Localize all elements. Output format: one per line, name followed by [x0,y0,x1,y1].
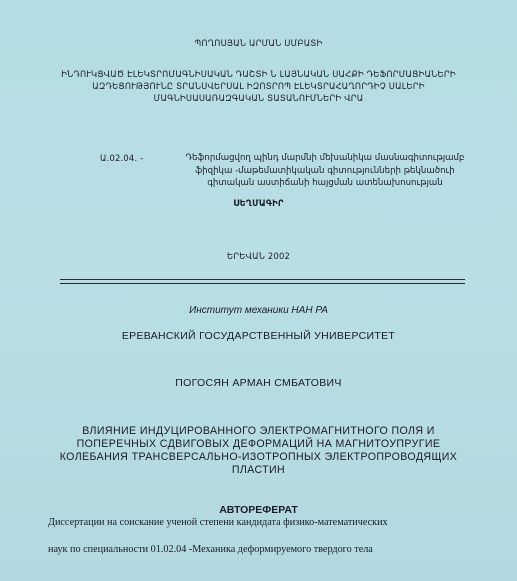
armenian-author-name: ՊՈՂՈՍՅԱՆ ԱՐՄԱՆ ՍՄԲԱՏԻ [194,38,323,48]
separator-rule-bottom [60,283,465,284]
russian-dissertation-line-2: наук по специальности 01.02.04 -Механика деформируемого твердого тела [48,544,373,555]
russian-title-line-4: ПЛАСТИН [231,464,286,476]
armenian-city-year: ԵՐԵՎԱՆ 2002 [226,251,291,261]
armenian-title-line-1: ԻՆԴՈՒԿՑՎԱԾ ԷԼԵԿՏՐՈՄԱԳՆԻՍԱԿԱՆ ԴԱՇՏԻ Ն ԼԱՅՆԱԿԱՆ ՍԱՀՔԻ ԴԵՖՈՐՄԱՑԻԱՆԵՐԻ [61,69,456,79]
armenian-title-line-2: ԱԶԴԵՑՈՒԹՅՈՒՆԸ ՏՐԱՆՍՎԵՐՍԱԼ ԻԶՈՏՐՈՊ ԷԼԵԿՏՐԱՀԱՂՈՐԴԻՉ ՍԱԼԵՐԻ [92,81,425,91]
armenian-title-line-3: ՄԱԳՆԻՍԱՍԱՌԱԶԳԱԿԱՆ ՏԱՏԱՆՈՒՄՆԵՐԻ ՎՐԱ [153,93,364,103]
russian-abstract-label: АВТОРЕФЕРАТ [219,504,298,516]
russian-dissertation-line-1: Диссертации на соискание ученой степени кандидата физико-математических [48,517,388,528]
armenian-speciality-code: Ա.02.04. - [100,153,144,163]
russian-institute: Институт механики НАН РА [189,305,328,316]
armenian-speciality-line-3: գիտական աստիճանի հայցման ատենախոսության [207,178,443,188]
russian-title-line-3: КОЛЕБАНИЯ ТРАНСВЕРСАЛЬНО-ИЗОТРОПНЫХ ЭЛЕКТРОПРОВОДЯЩИХ [59,451,458,463]
russian-title-line-1: ВЛИЯНИЕ ИНДУЦИРОВАННОГО ЭЛЕКТРОМАГНИТНОГО ПОЛЯ И [82,425,435,437]
russian-university: ЕРЕВАНСКИЙ ГОСУДАРСТВЕННЫЙ УНИВЕРСИТЕТ [121,330,396,342]
armenian-abstract-label: ՍԵՂՄԱԳԻՐ [233,198,284,208]
russian-title-line-2: ПОПЕРЕЧНЫХ СДВИГОВЫХ ДЕФОРМАЦИЙ НА МАГНИТОУПРУГИЕ [76,438,441,450]
separator-rule-top [60,279,465,280]
armenian-speciality-line-2: ֆիզիկա -մաթեմատիկական գիտությունների թեկնածուի [195,165,455,176]
armenian-speciality-line-1: Դեֆորմացվող պինդ մարմնի մեխանիկա մասնագիտությամբ [185,153,465,163]
russian-author-name: ПОГОСЯН АРМАН СМБАТОВИЧ [175,377,342,389]
